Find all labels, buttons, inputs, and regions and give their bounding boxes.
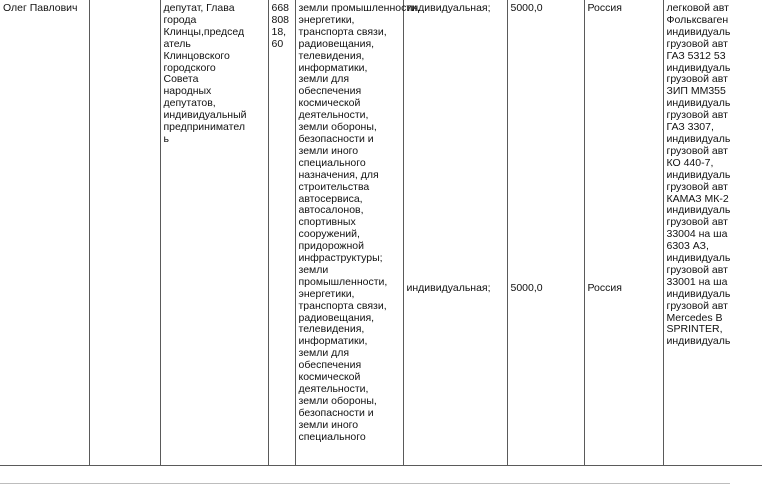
text-line: 33001 на ша (666, 275, 728, 288)
text-line: придорожной (298, 240, 364, 253)
text-line: автосалонов, (298, 204, 364, 217)
text-line: радиовещания, (298, 311, 375, 324)
text-line: транспорта связи, (298, 25, 387, 38)
text-line: грузовой авт (666, 216, 728, 229)
text-line: индивидуаль (666, 25, 731, 38)
text-line: народных (163, 85, 212, 98)
text-line: предпринимател (163, 121, 245, 134)
country-1: Россия (587, 2, 622, 14)
text-line: земли для (298, 73, 350, 86)
country-2: Россия (587, 282, 622, 294)
text-line: Клинцовского (163, 49, 230, 62)
income-cell (268, 0, 295, 466)
vehicle-lines (667, 3, 760, 348)
text-line: депутатов, (163, 97, 216, 110)
text-line: грузовой авт (666, 73, 728, 86)
text-line: 33004 на ша (666, 228, 728, 241)
text-line: депутат, Глава (163, 2, 235, 14)
text-line: назначения, для (298, 168, 379, 181)
text-line: индивидуальный (163, 109, 247, 122)
text-line: земли промышленности, (298, 2, 420, 14)
text-line: земли для (298, 347, 350, 360)
text-line: Mercedes B (666, 311, 723, 324)
vehicles-cell (663, 0, 762, 466)
text-line: индивидуаль (666, 287, 731, 300)
text-line: 6303 АЗ, (666, 240, 709, 253)
text-line: КАМАЗ МК-2 (666, 192, 729, 205)
text-line: индивидуаль (666, 252, 731, 265)
text-line: атель (163, 37, 191, 50)
position-lines (164, 3, 265, 146)
text-line: безопасности и (298, 406, 374, 419)
text-line: деятельности, (298, 109, 369, 122)
text-line: Совета (163, 73, 199, 86)
name-cell (0, 0, 89, 466)
text-line: обеспечения (298, 85, 362, 98)
text-line: земли (298, 263, 329, 276)
country-cell (584, 0, 663, 466)
text-line: индивидуаль (666, 168, 731, 181)
text-line: земли обороны, (298, 121, 377, 134)
text-line: земли иного (298, 144, 359, 157)
area-2: 5000,0 (510, 282, 543, 294)
text-line: Фольксваген (666, 13, 729, 26)
text-line: деятельности, (298, 383, 369, 395)
text-line: грузовой авт (666, 37, 728, 50)
text-line: грузовой авт (666, 299, 728, 312)
text-line: ь (163, 132, 169, 145)
text-line: грузовой авт (666, 144, 728, 157)
text-line: легковой авт (666, 2, 729, 14)
text-line: индивидуаль (666, 204, 731, 217)
text-line: инфраструктуры; (298, 252, 383, 265)
text-line: Клинцы,председ (163, 25, 245, 38)
text-line: индивидуаль (666, 97, 731, 110)
text-line: строительства (298, 180, 370, 193)
text-line: индивидуаль (666, 335, 731, 348)
text-line: обеспечения (298, 359, 362, 372)
income-value: 66880818,60 (271, 2, 290, 50)
text-line: ЗИП ММ355 (666, 85, 726, 98)
text-line: космической (298, 371, 361, 384)
text-line: информатики, (298, 61, 368, 74)
text-line: специального (298, 156, 366, 169)
text-line: грузовой авт (666, 109, 728, 122)
text-line: КО 440-7, (666, 156, 714, 169)
text-line: ГАЗ 5312 53 (666, 49, 726, 62)
area-cell (507, 0, 584, 466)
text-line: города (163, 13, 197, 26)
text-line: SPRINTER, (666, 323, 723, 336)
text-line: ГАЗ 3307, (666, 121, 714, 134)
text-line: промышленности, (298, 275, 388, 288)
text-line: телевидения, (298, 49, 365, 62)
text-line: информатики, (298, 335, 368, 348)
text-line: спортивных (298, 216, 356, 229)
text-line: радиовещания, (298, 37, 375, 50)
text-line: транспорта связи, (298, 299, 387, 312)
text-line: индивидуаль (666, 132, 731, 145)
text-line: энергетики, (298, 13, 355, 26)
ownership-2: индивидуальная; (406, 282, 491, 294)
area-1: 5000,0 (510, 2, 543, 14)
position-cell (160, 0, 268, 466)
text-line: специального (298, 430, 366, 443)
text-line: телевидения, (298, 323, 365, 336)
text-line: грузовой авт (666, 180, 728, 193)
text-line: городского (163, 61, 216, 74)
text-line: сооружений, (298, 228, 360, 241)
text-line: грузовой авт (666, 263, 728, 276)
text-line: земли иного (298, 418, 359, 431)
ownership-1: индивидуальная; (406, 2, 491, 14)
land-type-cell (295, 0, 420, 466)
text-line: земли обороны, (298, 394, 377, 407)
blank-cell (89, 0, 160, 466)
text-line: космической (298, 97, 361, 110)
person-name: Олег Павлович (3, 2, 78, 14)
text-line: безопасности и (298, 132, 374, 145)
bottom-divider (0, 483, 730, 484)
land-type-lines (298, 2, 420, 444)
text-line: автосервиса, (298, 192, 363, 205)
text-line: энергетики, (298, 287, 355, 300)
text-line: индивидуаль (666, 61, 731, 74)
ownership-cell (403, 0, 507, 466)
